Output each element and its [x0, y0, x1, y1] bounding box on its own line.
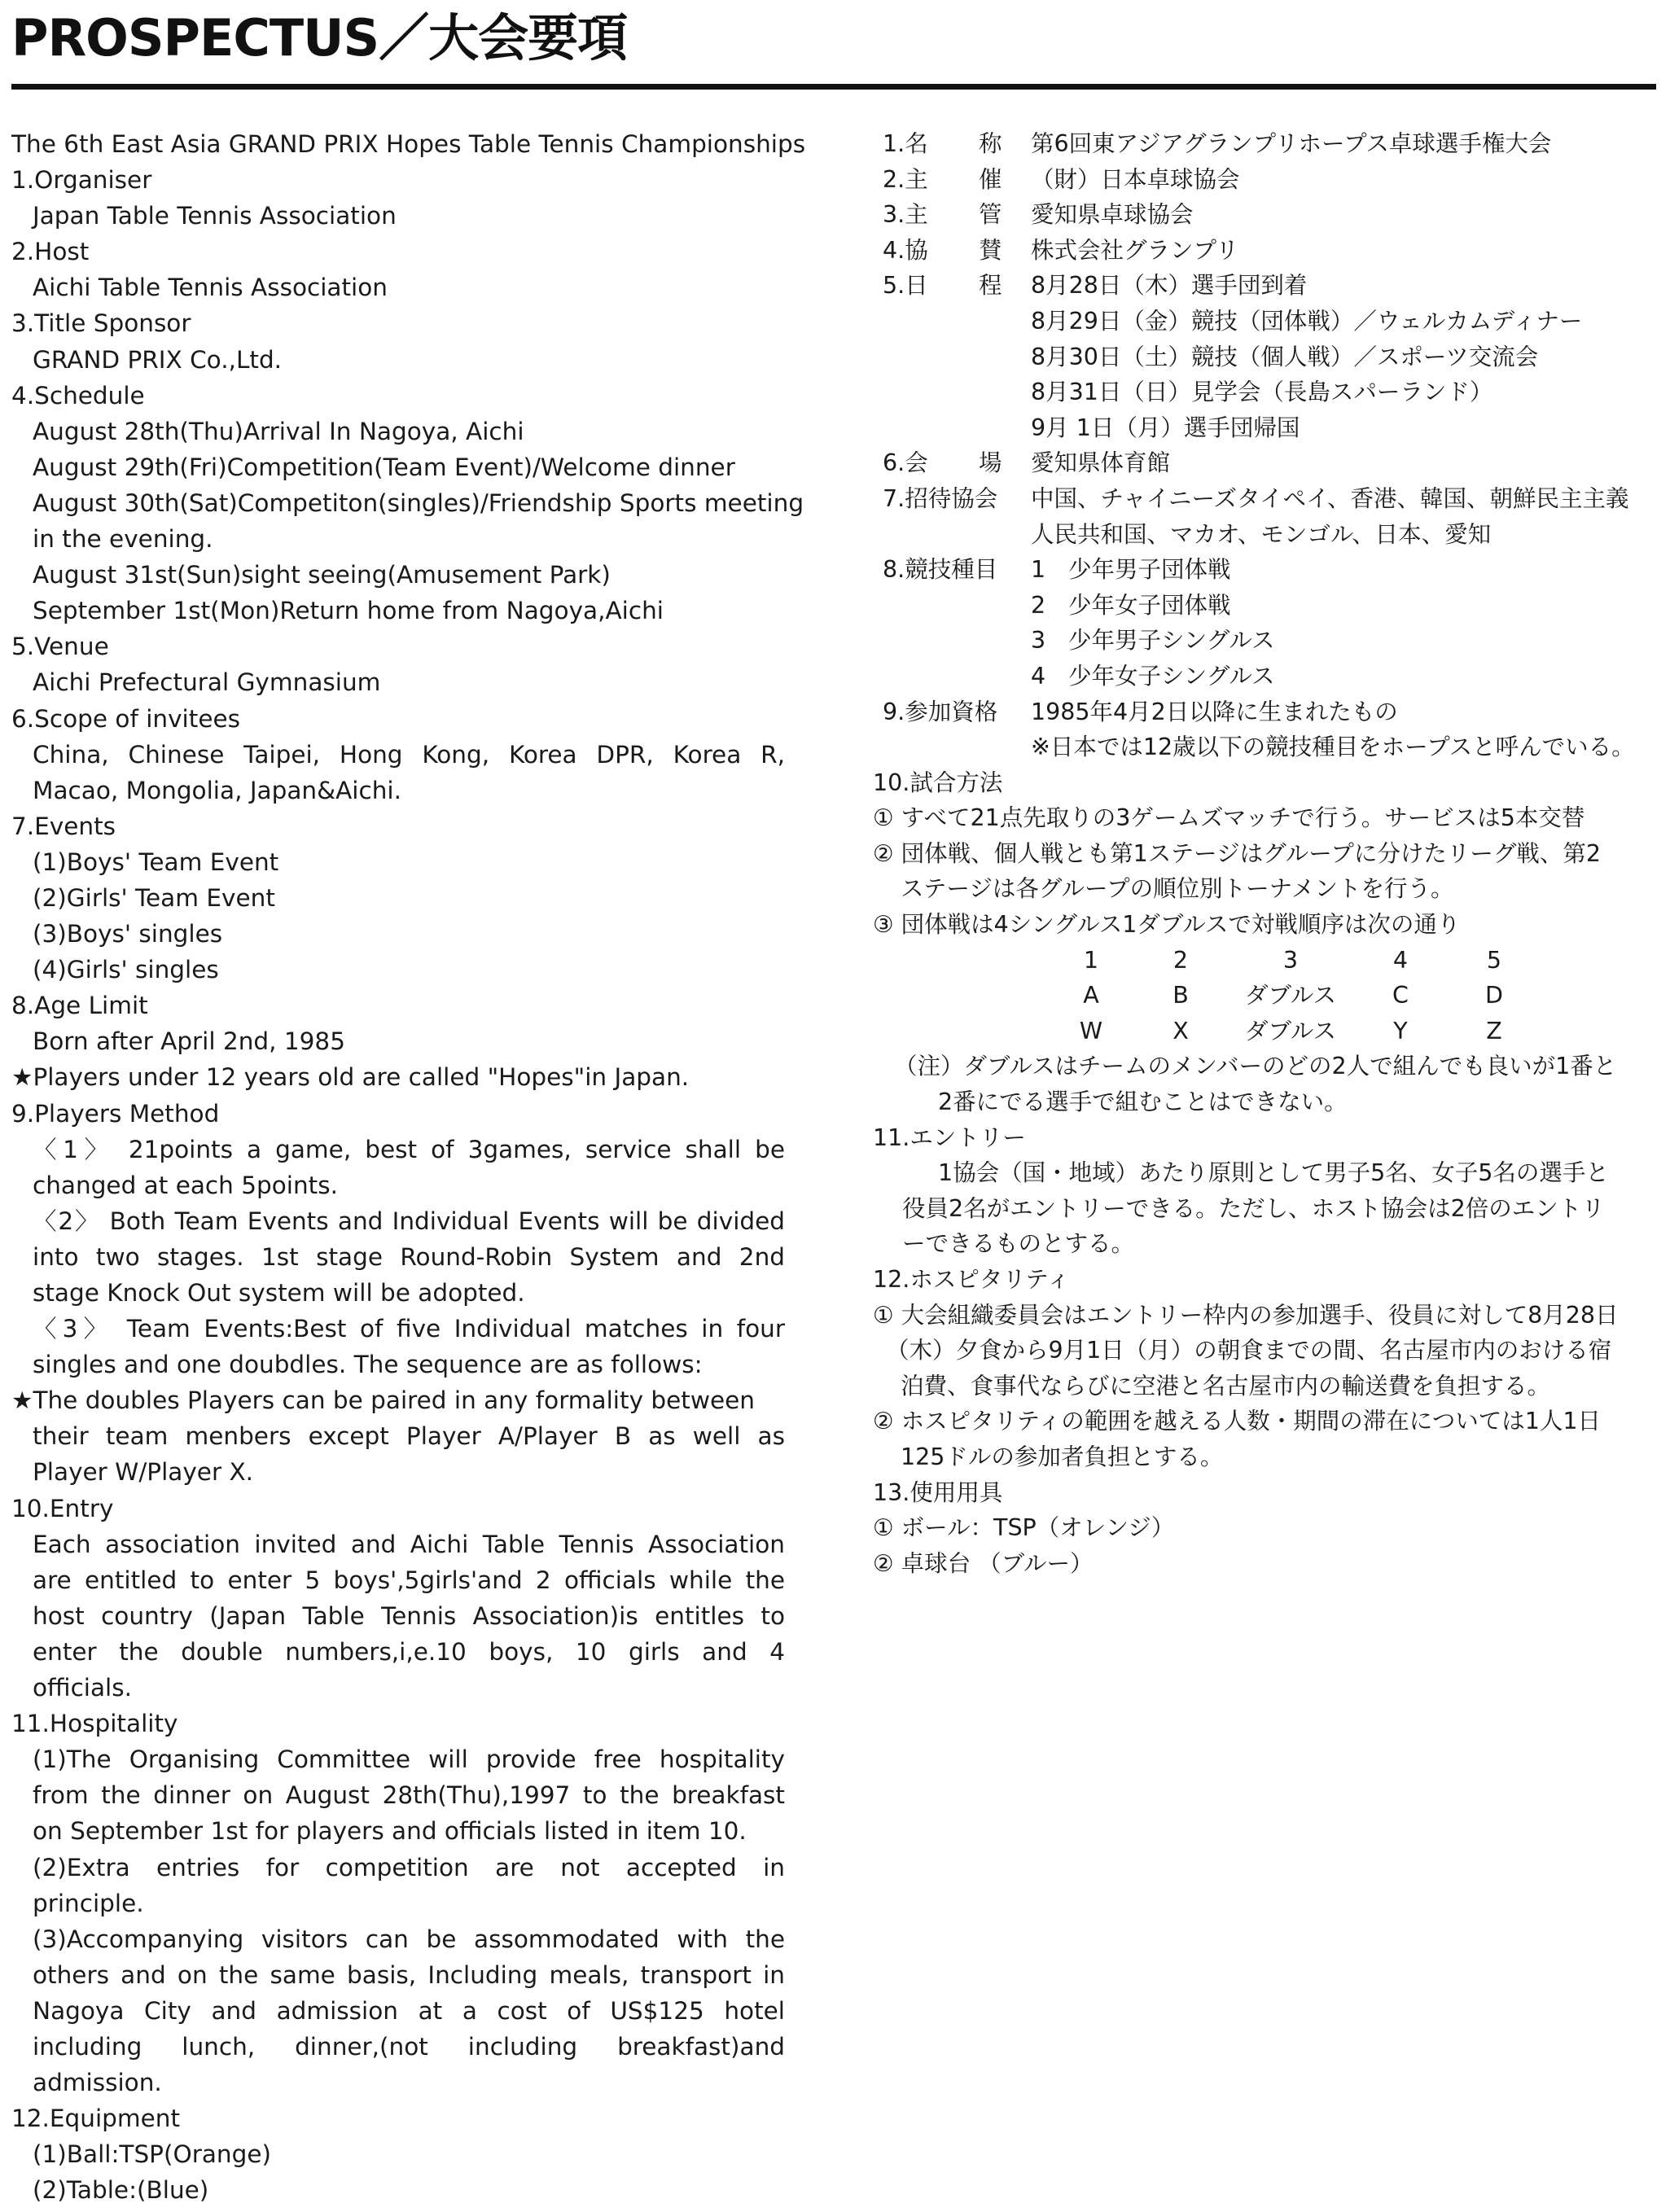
order-cell: 2 — [1173, 946, 1189, 974]
jp-hosp-2a: ② ホスピタリティの範囲を越える人数・期間の滞在については1人1日 — [873, 1408, 1601, 1435]
jp-method-2a: ② 団体戦、個人戦とも第1ステージはグループに分けたリーグ戦、第2 — [873, 839, 1601, 867]
english-line: singles and one doubdles. The sequence are as follows: — [33, 1351, 703, 1379]
order-cell: ダブルス — [1244, 1017, 1336, 1045]
english-line: (3)Accompanying visitors can be assommodated with the — [33, 1925, 785, 1953]
jp-venue: 6.会 場 愛知県体育館 — [883, 449, 1171, 477]
order-cell: A — [1083, 982, 1099, 1010]
english-line: 4.Schedule — [11, 381, 145, 410]
jp-equip-title: 13.使用用具 — [873, 1478, 1003, 1506]
english-line: Born after April 2nd, 1985 — [33, 1027, 345, 1056]
english-line: August 28th(Thu)Arrival In Nagoya, Aichi — [33, 417, 524, 445]
order-cell: 4 — [1392, 946, 1409, 974]
order-cell: D — [1485, 982, 1503, 1010]
jp-entry-a: 1協会（国・地域）あたり原則として男子5名、女子5名の選手と — [938, 1159, 1609, 1187]
english-line: August 31st(Sun)sight seeing(Amusement Park) — [33, 561, 611, 589]
english-line: 〈1〉 21points a game, best of 3games, service shall be — [33, 1135, 785, 1163]
order-cell: W — [1079, 1017, 1103, 1045]
english-line: officials. — [33, 1674, 133, 1702]
japanese-column — [873, 126, 1663, 1581]
english-line: August 29th(Fri)Competition(Team Event)/Welcome dinner — [33, 453, 735, 481]
order-cell: 5 — [1486, 946, 1502, 974]
jp-hosp-1a: ① 大会組織委員会はエントリー枠内の参加選手、役員に対して8月28日 — [873, 1301, 1619, 1329]
order-cell: 1 — [1083, 946, 1099, 974]
jp-entry-title: 11.エントリー — [873, 1124, 1026, 1151]
english-line: others and on the same basis, Including meals, transport in — [33, 1960, 785, 1989]
jp-schedule-line: 9月 1日（月）選手団帰国 — [1031, 414, 1300, 441]
order-cell: ダブルス — [1244, 982, 1336, 1010]
english-line: ★Players under 12 years old are called "Hopes"in Japan. — [11, 1063, 690, 1092]
jp-hosp-1c: 泊費、食事代ならびに空港と名古屋市内の輸送費を負担する。 — [901, 1372, 1551, 1399]
english-line: 10.Entry — [11, 1494, 114, 1522]
english-line: August 30th(Sat)Competiton(singles)/Friendship Sports meeting — [33, 488, 804, 517]
jp-item: 3.主 管 愛知県卓球協会 — [883, 201, 1194, 229]
jp-equip-2: ② 卓球台 （ブルー） — [873, 1549, 1094, 1577]
english-line: 〈3〉 Team Events:Best of five Individual matches in four — [33, 1315, 785, 1343]
jp-invite: 7.招待協会 中国、チャイニーズタイペイ、香港、韓国、朝鮮民主主義 — [883, 484, 1629, 512]
english-line: (1)Ball:TSP(Orange) — [33, 2140, 271, 2169]
english-line: 3.Title Sponsor — [11, 309, 191, 338]
english-line: Player W/Player X. — [33, 1458, 254, 1487]
english-line: (2)Table:(Blue) — [33, 2176, 209, 2205]
english-line: changed at each 5points. — [33, 1171, 338, 1199]
english-line: Aichi Prefectural Gymnasium — [33, 668, 381, 697]
title-rule — [11, 84, 1656, 90]
jp-eligibility-note: ※日本では12歳以下の競技種目をホープスと呼んでいる。 — [1031, 734, 1635, 761]
jp-event-item: 4 少年女子シングルス — [1031, 662, 1275, 690]
order-cell: C — [1392, 982, 1409, 1010]
jp-method-3: ③ 団体戦は4シングルス1ダブルスで対戦順序は次の通り — [873, 911, 1461, 939]
english-line: admission. — [33, 2069, 162, 2097]
english-line: (1)The Organising Committee will provide free hospitality — [33, 1746, 785, 1774]
jp-hosp-2b: 125ドルの参加者負担とする。 — [901, 1443, 1224, 1470]
match-order-table — [1050, 943, 1663, 1049]
english-line: (4)Girls' singles — [33, 956, 219, 984]
english-line: Nagoya City and admission at a cost of US$125 hotel — [33, 1996, 785, 2025]
english-line: GRAND PRIX Co.,Ltd. — [33, 345, 283, 374]
english-line: Macao, Mongolia, Japan&Aichi. — [33, 776, 401, 804]
jp-schedule-line: 8月29日（金）競技（団体戦）／ウェルカムディナー — [1031, 307, 1583, 335]
order-cell: 3 — [1282, 946, 1299, 974]
jp-hosp-1b: （木）夕食から9月1日（月）の朝食までの間、名古屋市内のおける宿 — [886, 1337, 1612, 1364]
english-line: from the dinner on August 28th(Thu),1997 to the breakfast — [33, 1781, 785, 1810]
jp-entry-b: 役員2名がエントリーできる。ただし、ホスト協会は2倍のエントリ — [902, 1194, 1605, 1222]
jp-note-a: （注）ダブルスはチームのメンバーのどの2人で組んでも良いが1番と — [894, 1053, 1617, 1080]
english-line: on September 1st for players and officials listed in item 10. — [33, 1817, 747, 1846]
english-line: 12.Equipment — [11, 2105, 181, 2133]
order-cell: Z — [1486, 1017, 1502, 1045]
jp-item: 5.日 程 8月28日（木）選手団到着 — [883, 272, 1308, 300]
english-line: 7.Events — [11, 812, 116, 840]
english-line: host country (Japan Table Tennis Association)is entitles to — [33, 1601, 785, 1630]
english-line: 〈2〉 Both Team Events and Individual Events will be divided — [33, 1207, 785, 1235]
jp-method-title: 10.試合方法 — [873, 769, 1003, 796]
jp-invite-cont: 人民共和国、マカオ、モンゴル、日本、愛知 — [1031, 520, 1492, 548]
english-line: are entitled to enter 5 boys',5girls'and 2 officials while the — [33, 1566, 785, 1594]
jp-method-1: ① すべて21点先取りの3ゲームズマッチで行う。サービスは5本交替 — [873, 804, 1585, 832]
jp-item: 4.協 賛 株式会社グランプリ — [883, 236, 1239, 264]
english-line: Each association invited and Aichi Table Tennis Association — [33, 1530, 785, 1558]
english-line: 8.Age Limit — [11, 992, 148, 1020]
jp-item: 2.主 催 （財）日本卓球協会 — [883, 165, 1240, 193]
english-line: 5.Venue — [11, 633, 109, 661]
english-line: including lunch, dinner,(not including breakfast)and — [33, 2032, 785, 2061]
english-line: 11.Hospitality — [11, 1710, 178, 1738]
english-line: in the evening. — [33, 525, 213, 554]
jp-event-item: 2 少年女子団体戦 — [1031, 591, 1231, 619]
order-cell: X — [1173, 1017, 1189, 1045]
english-line: China, Chinese Taipei, Hong Kong, Korea DPR, Korea R, — [33, 740, 785, 769]
english-line: Japan Table Tennis Association — [33, 202, 397, 230]
english-column — [11, 126, 806, 2208]
english-line: ★The doubles Players can be paired in any formality between — [11, 1386, 755, 1415]
english-line: into two stages. 1st stage Round-Robin System and 2nd — [33, 1242, 785, 1271]
english-line: Aichi Table Tennis Association — [33, 274, 388, 302]
jp-event-item: 3 少年男子シングルス — [1031, 627, 1275, 655]
jp-eligibility: 9.参加資格 1985年4月2日以降に生まれたもの — [883, 698, 1398, 725]
english-line: 2.Host — [11, 238, 90, 266]
english-line: The 6th East Asia GRAND PRIX Hopes Table Tennis Championships — [11, 130, 806, 158]
english-line: 6.Scope of invitees — [11, 704, 240, 733]
jp-note-b: 2番にでる選手で組むことはできない。 — [938, 1088, 1348, 1116]
english-line: (3)Boys' singles — [33, 920, 223, 948]
english-line: (1)Boys' Team Event — [33, 848, 279, 876]
jp-schedule-line: 8月31日（日）見学会（長島スパーランド） — [1031, 379, 1493, 406]
english-line: (2)Girls' Team Event — [33, 883, 275, 912]
jp-events: 8.競技種目 1 少年男子団体戦 — [883, 556, 1231, 584]
order-cell: B — [1173, 982, 1189, 1010]
order-cell: Y — [1393, 1017, 1408, 1045]
jp-method-2b: ステージは各グループの順位別トーナメントを行う。 — [901, 875, 1454, 903]
page-title: PROSPECTUS／大会要項 — [11, 8, 628, 68]
english-line: stage Knock Out system will be adopted. — [33, 1279, 525, 1307]
english-line: September 1st(Mon)Return home from Nagoya,Aichi — [33, 597, 664, 625]
english-line: 9.Players Method — [11, 1099, 220, 1128]
jp-hosp-title: 12.ホスピタリティ — [873, 1266, 1070, 1293]
english-line: principle. — [33, 1889, 144, 1917]
english-line: (2)Extra entries for competition are not accepted in — [33, 1853, 785, 1881]
english-line: enter the double numbers,i,e.10 boys, 10 girls and 4 — [33, 1637, 785, 1666]
jp-item: 1.名 称 第6回東アジアグランプリホープス卓球選手権大会 — [883, 130, 1552, 157]
jp-entry-c: ーできるものとする。 — [902, 1230, 1135, 1258]
english-line: 1.Organiser — [11, 166, 152, 195]
jp-equip-1: ① ボール：TSP（オレンジ） — [873, 1514, 1175, 1542]
jp-schedule-line: 8月30日（土）競技（個人戦）／スポーツ交流会 — [1031, 343, 1539, 370]
english-line: their team menbers except Player A/Player B as well as — [33, 1422, 785, 1451]
